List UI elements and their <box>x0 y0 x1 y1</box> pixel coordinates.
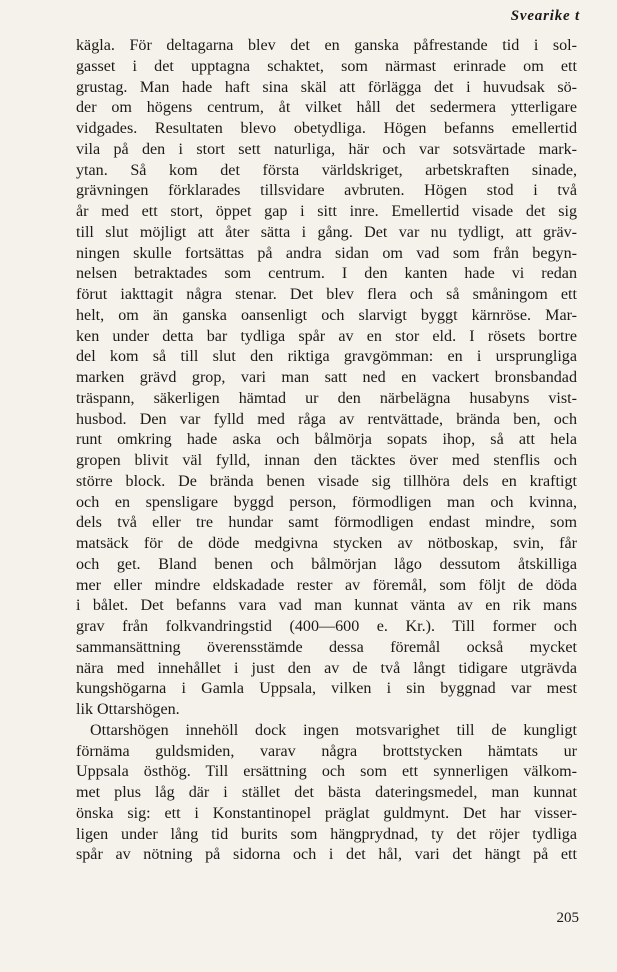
text-line: grävningen förklarades tillsvidare avbruten. Högen stod i två <box>76 182 577 200</box>
paragraph-end-line: lik Ottarshögen. <box>76 701 180 718</box>
text-line: och get. Bland benen och bålmörjan lågo dessutom åtskilliga <box>76 555 577 573</box>
text-line: husbod. Den var fylld med råga av rentvättade, brända ben, och <box>76 410 577 428</box>
text-line: och en spensligare byggd person, förmodligen man och kvinna, <box>76 493 577 511</box>
text-line: vidgades. Resultaten blevo obetydliga. Högen befanns emellertid <box>76 120 577 137</box>
body-text <box>76 36 577 866</box>
text-line: träspann, säkerligen hämtad ur den närbelägna husabyns vist- <box>76 389 577 407</box>
text-line: vila på den i stort sett naturliga, här och var sotsvärtade mark- <box>76 140 577 158</box>
text-line: helt, om än ganska oansenligt och slarvigt byggt kärnröse. Mar- <box>76 306 577 324</box>
text-line: önska sig: ett i Konstantinopel präglat guldmynt. Det har visser- <box>76 804 577 822</box>
text-line: met plus låg där i stället det bästa dateringsmedel, man kunnat <box>76 784 577 801</box>
text-line: matsäck för de döde medgivna stycken av nötboskap, svin, får <box>76 535 577 552</box>
text-line: gropen blivit väl fylld, innan den täcktes över med stenflis och <box>76 452 577 469</box>
page-number: 205 <box>556 910 579 926</box>
text-line: ken under detta bar tydliga spår av en stor eld. I rösets bortre <box>76 327 577 345</box>
text-line: förut iakttagit några stenar. Det blev flera och så småningom ett <box>76 286 577 303</box>
text-line: kungshögarna i Gamla Uppsala, vilken i sin byggnad var mest <box>76 680 577 698</box>
text-line: nära med innehållet i just den av de två långt tidigare utgrävda <box>76 659 577 677</box>
text-line: kägla. För deltagarna blev det en ganska påfrestande tid i sol- <box>76 37 577 54</box>
text-line: ligen under lång tid burits som hängprydnad, ty det röjer tydliga <box>76 825 577 843</box>
text-line: spår av nötning på sidorna och i det hål, vari det hängt på ett <box>76 846 577 864</box>
text-line: mer eller mindre eldskadade rester av föremål, som följt de döda <box>76 576 577 594</box>
text-line: i bålet. Det befanns vara vad man kunnat vänta av en rik mans <box>76 597 577 615</box>
text-line: grustag. Man hade haft sina skäl att förlägga det i huvudsak sö- <box>76 78 577 96</box>
paragraph-start-line: Ottarshögen innehöll dock ingen motsvarighet till de kungligt <box>90 721 577 739</box>
text-line: ytan. Så kom det första världskriget, arbetskraften sinade, <box>76 161 577 179</box>
text-line: der om högens centrum, åt vilket håll det sedermera ytterligare <box>76 99 577 117</box>
text-line: gasset i det upptagna schaktet, som närmast erinrade om ett <box>76 57 577 75</box>
text-line: år med ett stort, öppet gap i sitt inre. Emellertid visade det sig <box>76 203 577 220</box>
text-line: sammansättning överensstämde dessa föremål också mycket <box>76 638 577 656</box>
text-line: Uppsala östhög. Till ersättning och som ett synnerligen välkom- <box>76 763 577 781</box>
text-line: större block. De brända benen visade sig tillhöra dels en kraftigt <box>76 472 577 490</box>
text-line: nelsen betraktades som centrum. I den kanten hade vi redan <box>76 265 577 283</box>
text-line: runt omkring hade aska och bålmörja sopats ihop, så att hela <box>76 431 577 449</box>
text-line: del kom så till slut den riktiga gravgömman: en i ursprungliga <box>76 348 577 366</box>
text-line: dels två eller tre hundar samt förmodligen endast mindre, som <box>76 514 577 532</box>
text-line: till slut möjligt att åter sätta i gång. Det var nu tydligt, att gräv- <box>76 223 577 241</box>
text-line: marken grävd grop, vari man satt ned en vackert bronsbandad <box>76 369 577 386</box>
running-head: Svearike t <box>510 8 580 24</box>
text-line: förnäma guldsmiden, varav några brottstycken hämtats ur <box>76 742 577 760</box>
text-line: grav från folkvandringstid (400—600 e. Kr.). Till former och <box>76 618 577 635</box>
text-line: ningen skulle fortsättas på andra sidan om vad som från begyn- <box>76 244 577 262</box>
